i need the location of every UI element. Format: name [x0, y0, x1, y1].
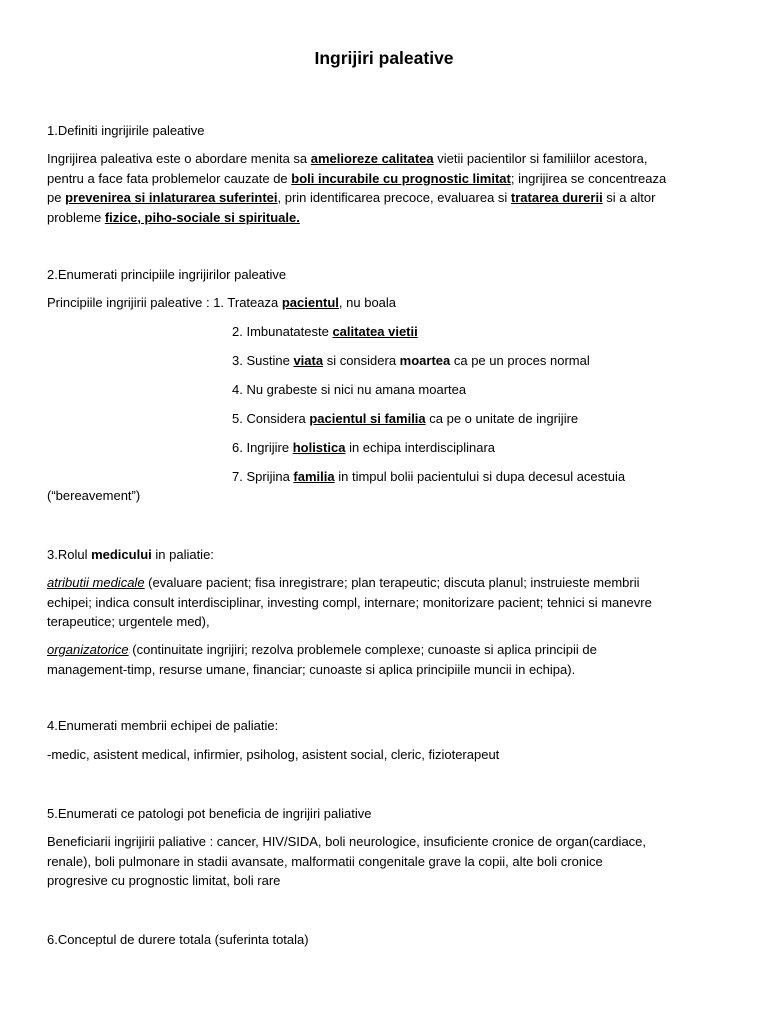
principle-7-continuation: (“bereavement”) [47, 488, 141, 503]
text-run: 7. Sprijina [232, 469, 294, 484]
text-run: ; ingrijirea se concentreaza [510, 170, 667, 186]
emphasis: viata [293, 353, 324, 368]
emphasis: amelioreze calitatea [310, 151, 434, 166]
principle-4 [232, 380, 466, 400]
emphasis: holistica [292, 440, 346, 455]
principle-6 [232, 438, 495, 458]
emphasis: medicului [91, 547, 152, 562]
beneficiaries [47, 832, 737, 891]
emphasis: calitatea vietii [332, 324, 418, 339]
principle-7 [232, 467, 625, 487]
principles-intro: Principiile ingrijirii paleative : [47, 295, 214, 310]
organizational-duties [47, 640, 737, 679]
text-run: in paliatie: [151, 547, 214, 562]
principle-3 [232, 351, 590, 371]
organizational-duties-label: organizatorice [47, 642, 129, 657]
section-1-heading: 1.Definiti ingrijirile paleative [47, 123, 205, 138]
medical-duties [47, 573, 737, 632]
principle-1 [47, 293, 737, 313]
text-run: probleme [47, 209, 105, 225]
emphasis: familia [293, 469, 335, 484]
principle-2 [232, 322, 418, 342]
page-title: Ingrijiri paleative [314, 48, 454, 68]
text-run: in echipa interdisciplinara [345, 440, 496, 455]
text-run: , prin identificarea precoce, evaluarea si [277, 190, 511, 205]
section-4-heading: 4.Enumerati membrii echipei de paliatie: [47, 718, 279, 733]
text-run: vietii pacientilor si familiilor acestora, [433, 151, 648, 166]
team-members: -medic, asistent medical, infirmier, psiholog, asistent social, cleric, fizioterapeut [47, 747, 500, 762]
text-line: Beneficiarii ingrijirii paliative : cancer, HIV/SIDA, boli neurologice, insuficiente cronice de organ(cardiace, [47, 834, 647, 849]
text-line: renale), boli pulmonare in stadii avansate, malformatii congenitale grave la copii, alte boli cronice [47, 853, 603, 869]
text-run: 2. Imbunatateste [232, 324, 333, 339]
text-run: pentru a face fata problemelor cauzate de [47, 170, 292, 186]
text-line: echipei; indica consult interdisciplinar, investing compl, internare; monitorizare pacient; tehnici si manevre [47, 594, 652, 610]
text-run: ca pe un proces normal [450, 353, 590, 368]
section-1-text [47, 149, 737, 227]
text-line: terapeutice; urgentele med), [47, 614, 210, 629]
principle-5 [232, 409, 578, 429]
text-run: in timpul bolii pacientului si dupa decesul acestuia [334, 469, 626, 484]
section-3-heading [47, 545, 737, 565]
text-run: si a altor [602, 190, 656, 205]
section-5-heading: 5.Enumerati ce patologi pot beneficia de ingrijiri paliative [47, 806, 372, 821]
emphasis: fizice, piho-sociale si spirituale. [104, 209, 300, 225]
text-run: 1. Trateaza [213, 295, 282, 310]
text-run: 4. Nu grabeste si nici nu amana moartea [232, 382, 467, 397]
emphasis: pacientul [281, 295, 339, 310]
text-run: Ingrijirea paleativa este o abordare menita sa [47, 151, 311, 166]
section-2-heading: 2.Enumerati principiile ingrijirilor paleative [47, 267, 287, 282]
text-run: 3.Rolul [47, 547, 92, 562]
text-run: pe [47, 190, 66, 205]
emphasis: boli incurabile cu prognostic limitat [291, 170, 511, 186]
medical-duties-label: atributii medicale [47, 575, 145, 590]
text-line: management-timp, resurse umane, financiar; cunoaste si aplica principiile muncii in echipa). [47, 661, 576, 677]
text-run: (continuitate ingrijiri; rezolva problemele complexe; cunoaste si aplica principii de [128, 642, 597, 657]
section-6-heading: 6.Conceptul de durere totala (suferinta totala) [47, 932, 309, 947]
text-run: , nu boala [338, 295, 397, 310]
text-run: (evaluare pacient; fisa inregistrare; plan terapeutic; discuta planul; instruieste membrii [144, 575, 640, 590]
text-run: 5. Considera [232, 411, 310, 426]
emphasis: moartea [399, 353, 451, 368]
emphasis: tratarea durerii [510, 190, 603, 205]
text-run: 6. Ingrijire [232, 440, 293, 455]
emphasis: pacientul si familia [309, 411, 426, 426]
text-run: 3. Sustine [232, 353, 294, 368]
text-line: progresive cu prognostic limitat, boli rare [47, 873, 281, 888]
emphasis: prevenirea si inlaturarea suferintei [65, 190, 278, 205]
text-run: si considera [323, 353, 400, 368]
text-run: ca pe o unitate de ingrijire [425, 411, 579, 426]
